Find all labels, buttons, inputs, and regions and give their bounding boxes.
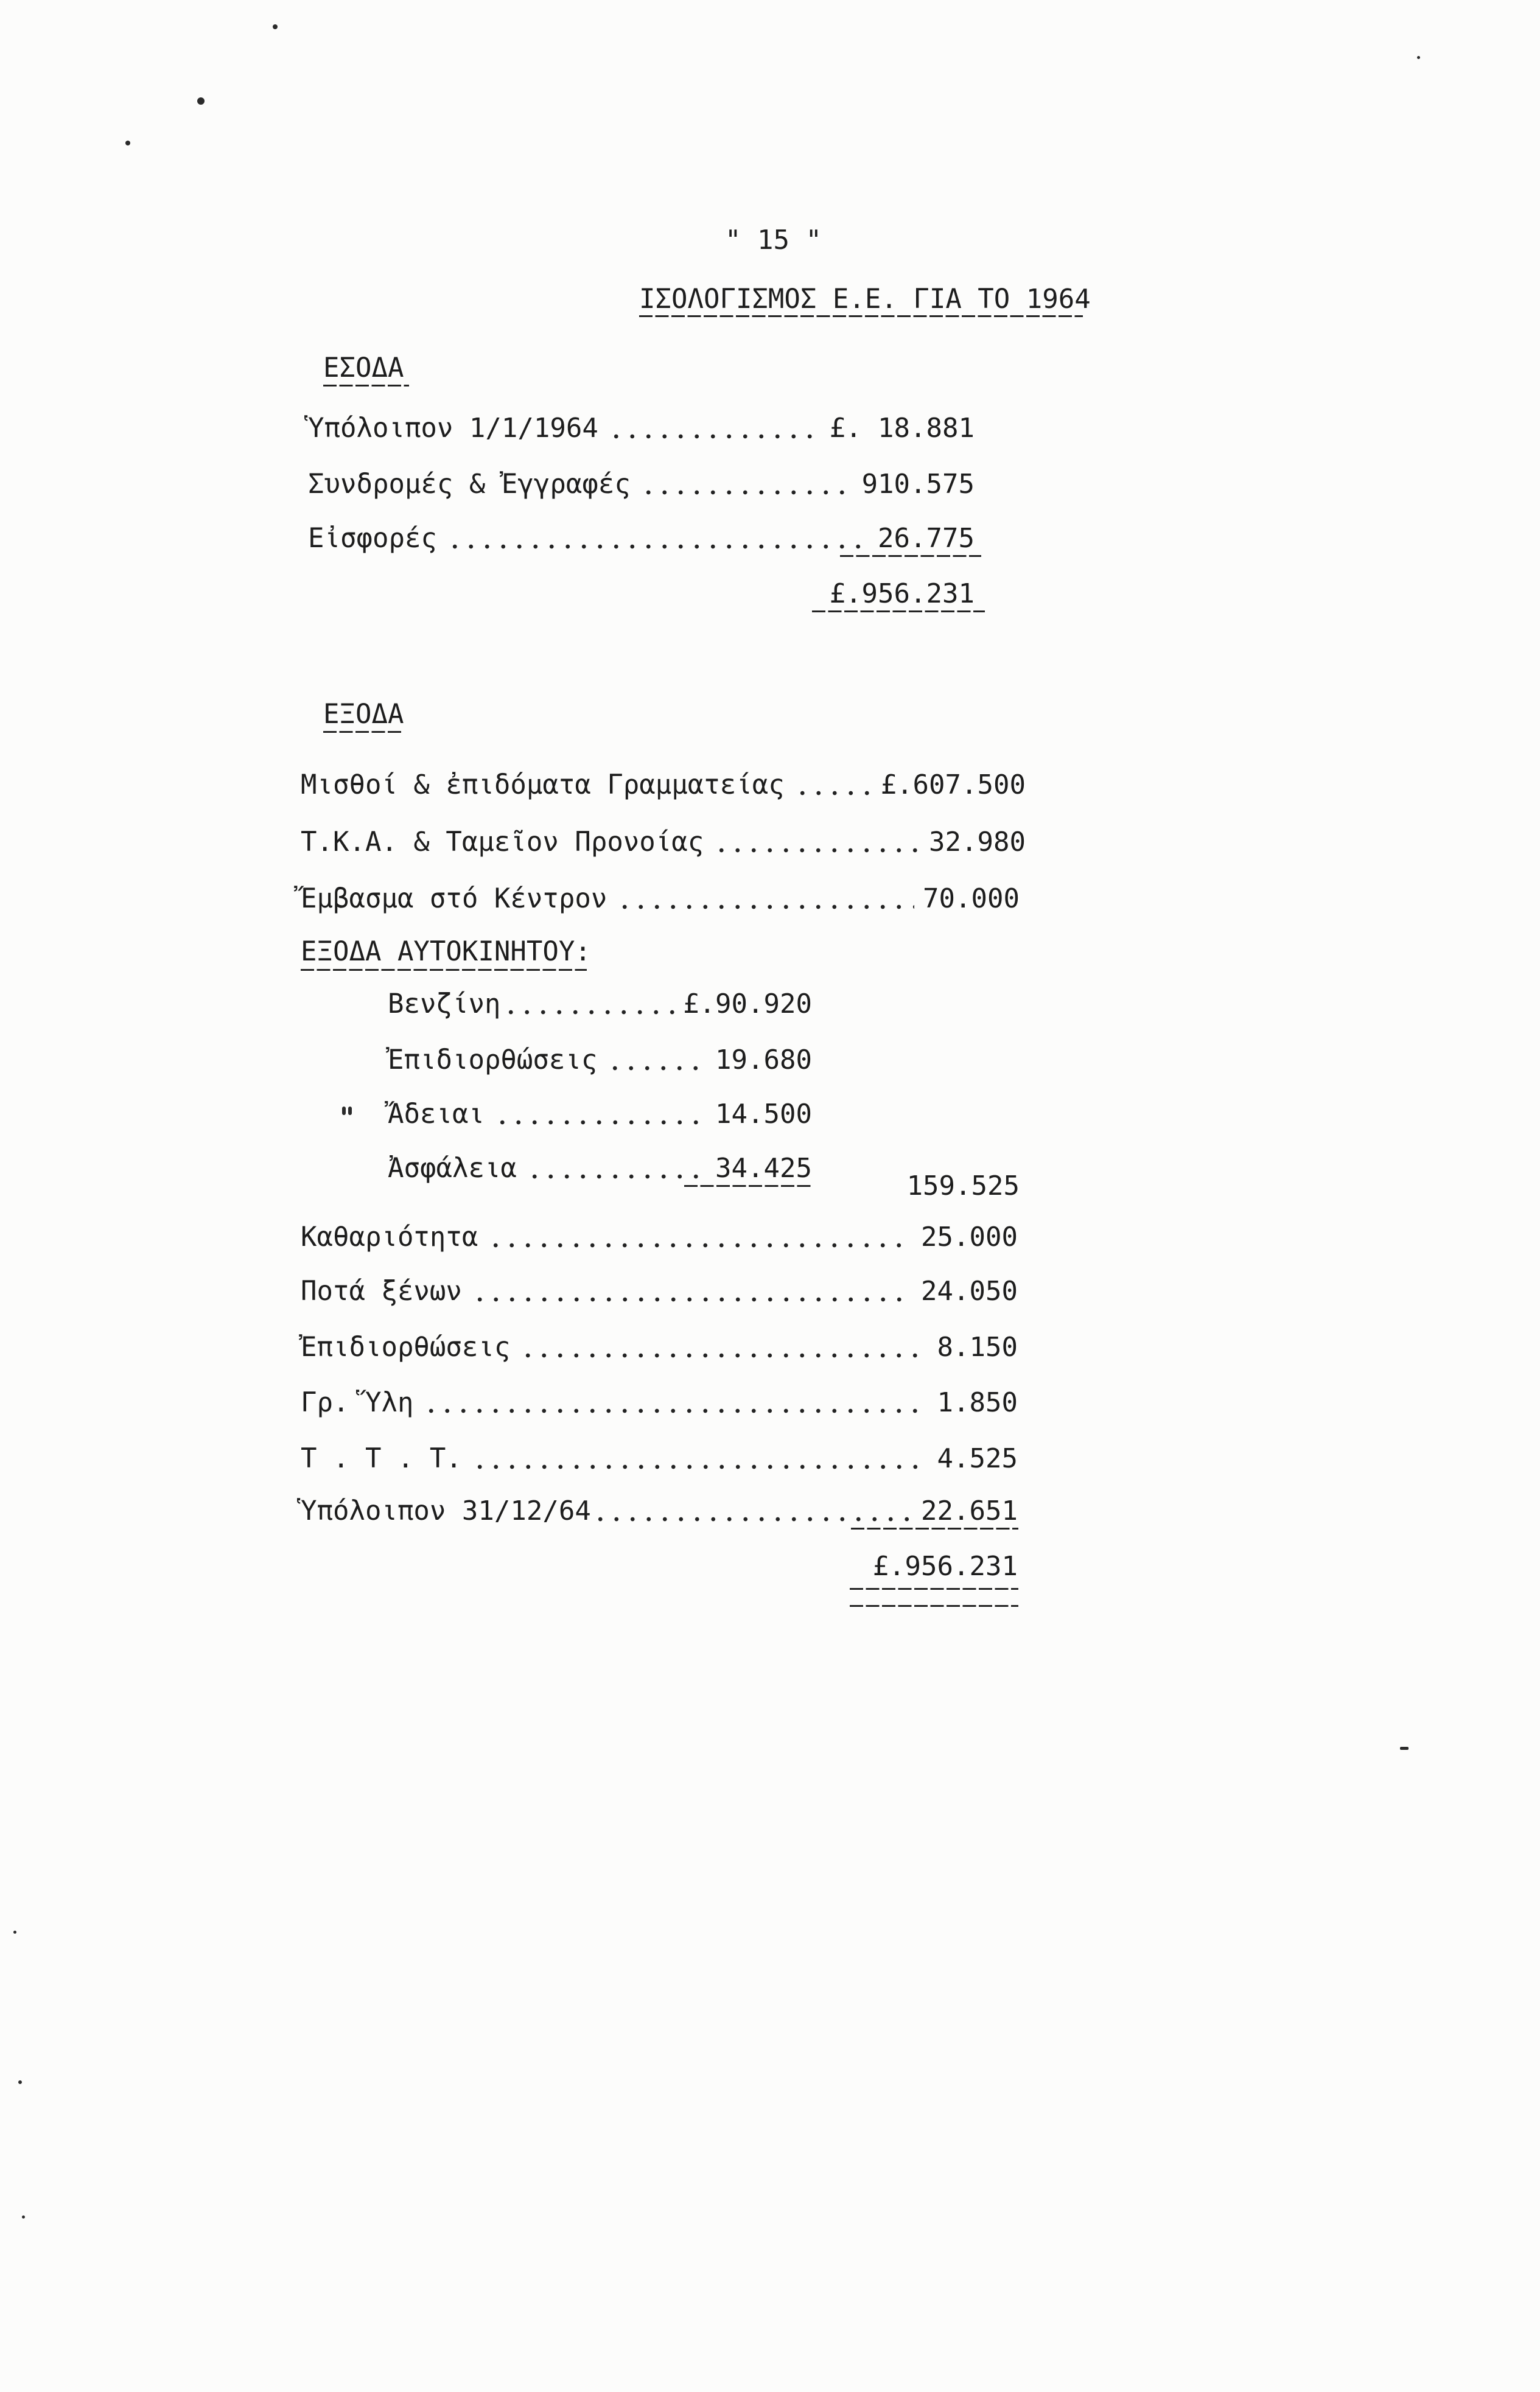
row-label: Ποτά ξένων: [301, 1276, 462, 1307]
income-total: £.956.231: [829, 578, 975, 609]
row-amount: 910.575: [861, 469, 975, 500]
row-label: Ἐπιδιορθώσεις: [301, 1332, 511, 1363]
car-heading-underline: [301, 969, 587, 971]
dot-leader: [527, 1152, 707, 1186]
dot-leader: [520, 1331, 928, 1365]
dot-leader: [503, 987, 682, 1021]
row-label: Συνδρομές & Ἐγγραφές: [308, 469, 631, 500]
dot-leader: [494, 1097, 707, 1131]
row-label: Εἰσφορές: [308, 523, 437, 554]
dot-leader: [472, 1442, 929, 1476]
income-heading-underline: [323, 385, 409, 386]
expense-row: [301, 1275, 1018, 1309]
car-expense-row: [388, 1152, 812, 1186]
page-number: " 15 ": [725, 225, 822, 256]
amount-underline: [840, 555, 981, 557]
income-heading: ΕΣΟΔΑ: [323, 352, 404, 383]
scan-speck: [273, 24, 278, 29]
expense-row: [301, 1386, 1018, 1420]
expenses-total: £.956.231: [872, 1551, 1018, 1582]
car-expense-row: [388, 987, 812, 1021]
car-subtotal: 159.525: [906, 1170, 1020, 1201]
dot-leader: [472, 1275, 912, 1309]
row-amount: 26.775: [878, 523, 975, 554]
scan-mark: [348, 1107, 352, 1115]
car-expense-row: [388, 1097, 812, 1131]
scan-speck: [13, 1931, 16, 1934]
row-amount: 19.680: [715, 1044, 812, 1075]
scan-mark: [342, 1107, 346, 1115]
expense-row: [301, 882, 1020, 916]
row-label: Γρ. Ὕλη: [301, 1387, 414, 1418]
row-label: Βενζίνη: [388, 988, 501, 1019]
expense-row: [301, 1494, 1018, 1528]
expense-row: [301, 768, 1026, 802]
dot-leader: [607, 1043, 707, 1077]
car-expense-row: [388, 1043, 812, 1077]
row-amount: 24.050: [921, 1276, 1018, 1307]
scan-speck: [1417, 56, 1420, 59]
row-amount: 34.425: [715, 1153, 812, 1184]
row-amount: £.90.920: [683, 988, 812, 1019]
expense-row: [301, 825, 1026, 859]
total-double-underline: [850, 1605, 1018, 1607]
amount-underline: [851, 1528, 1018, 1530]
dot-leader: [713, 825, 920, 859]
income-row: [308, 467, 975, 502]
row-label: Τ.Κ.Α. & Ταμεῖον Προνοίας: [301, 827, 704, 858]
row-label: Ἔμβασμα στό Κέντρον: [301, 883, 607, 914]
total-underline: [812, 610, 985, 612]
income-row: [308, 522, 975, 556]
scan-speck: [1400, 1747, 1409, 1750]
dot-leader: [488, 1220, 912, 1254]
scan-speck: [18, 2080, 22, 2084]
row-amount: 25.000: [921, 1222, 1018, 1253]
dot-leader: [592, 1494, 910, 1528]
row-label: Τ . Τ . Τ.: [301, 1443, 462, 1474]
dot-leader: [423, 1386, 928, 1420]
title-underline: [639, 315, 1083, 317]
row-label: Ὑπόλοιπον 31/12/64: [301, 1495, 591, 1526]
row-amount: 14.500: [715, 1099, 812, 1130]
expense-row: [301, 1442, 1018, 1476]
row-label: Καθαριότητα: [301, 1222, 478, 1253]
row-amount: 32.980: [929, 827, 1026, 858]
row-label: Ἄδειαι: [388, 1099, 485, 1130]
dot-leader: [617, 882, 914, 916]
row-amount: 22.651: [921, 1495, 1018, 1526]
amount-underline: [684, 1185, 812, 1187]
total-double-underline: [850, 1588, 1018, 1590]
dot-leader: [447, 522, 869, 556]
row-amount: 70.000: [923, 883, 1020, 914]
row-amount: £. 18.881: [829, 413, 975, 444]
row-label: Ἐπιδιορθώσεις: [388, 1044, 598, 1075]
row-amount: 1.850: [937, 1387, 1018, 1418]
row-amount: £.607.500: [880, 769, 1026, 800]
row-amount: 4.525: [937, 1443, 1018, 1474]
scan-speck: [22, 2215, 25, 2219]
row-label: Μισθοί & ἐπιδόματα Γραμματείας: [301, 769, 785, 800]
car-expenses-heading: ΕΞΟΔΑ ΑΥΤΟΚΙΝΗΤΟΥ:: [301, 936, 591, 967]
row-label: Ὑπόλοιπον 1/1/1964: [308, 413, 598, 444]
page-title: ΙΣΟΛΟΓΙΣΜΟΣ Ε.Ε. ΓΙΑ ΤΟ 1964: [639, 284, 1091, 315]
row-label: Ἀσφάλεια: [388, 1153, 517, 1184]
row-amount: 8.150: [937, 1332, 1018, 1363]
scan-speck: [197, 97, 205, 105]
dot-leader: [794, 768, 872, 802]
income-row: [308, 411, 975, 446]
expenses-heading: ΕΞΟΔΑ: [323, 699, 404, 730]
expense-row: [301, 1331, 1018, 1365]
dot-leader: [608, 411, 821, 446]
scan-speck: [125, 141, 130, 145]
expenses-heading-underline: [323, 731, 403, 733]
expense-row: [301, 1220, 1018, 1254]
dot-leader: [640, 467, 853, 502]
